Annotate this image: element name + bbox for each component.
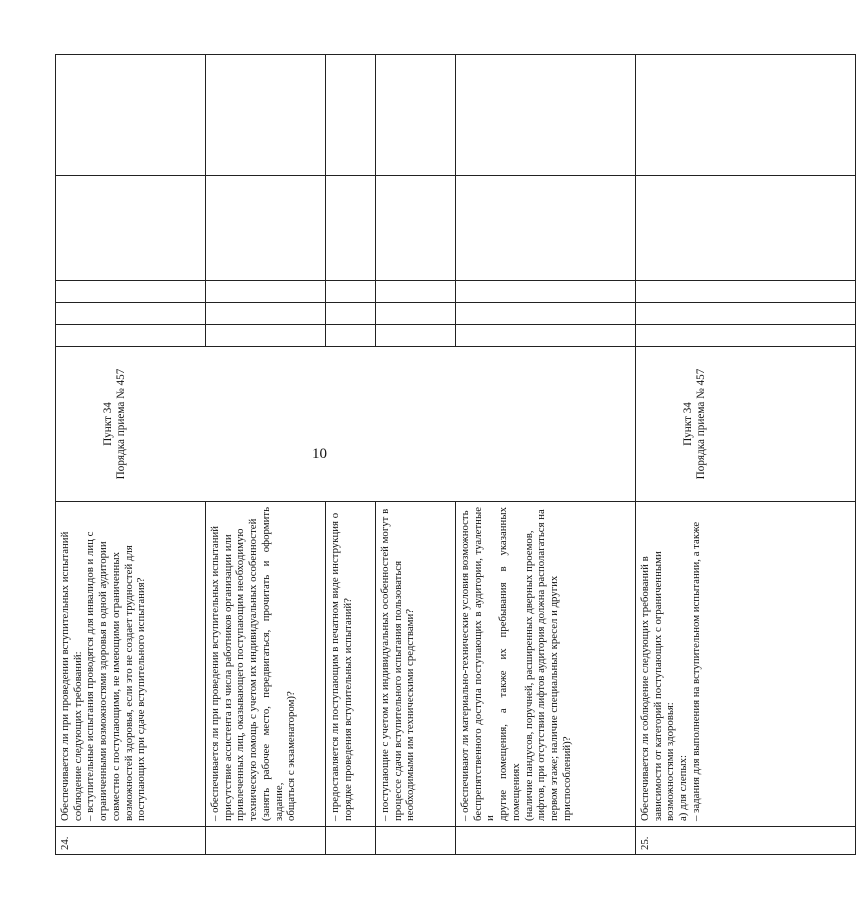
text-line: (занять рабочее место, передвигаться, прочитать и оформить задание,	[259, 507, 285, 821]
reference-line: Порядка приема № 457	[115, 368, 128, 480]
text-line: – обеспечивается ли при проведении вступительных испытаний	[209, 525, 221, 821]
empty-cell	[56, 281, 206, 303]
reference-line: Порядка приема № 457	[695, 368, 708, 480]
empty-cell	[376, 55, 456, 176]
row-number	[326, 827, 376, 855]
empty-cell	[56, 176, 206, 281]
text-line: – вступительные испытания проводятся для инвалидов и лиц с	[84, 531, 97, 821]
text-line: процессе сдачи вступительного испытания пользоваться	[391, 560, 404, 821]
row-number: 24.	[56, 827, 206, 855]
empty-cell	[326, 176, 376, 281]
page-number: 10	[312, 446, 327, 462]
text-line: – поступающие с учетом их индивидуальных особенностей могут в	[379, 508, 391, 821]
text-line: привлеченных лиц, оказывающего поступающим необходимую	[234, 528, 247, 821]
requirement-text	[636, 502, 856, 827]
text-line: присутствие ассистента из числа работников организации или	[221, 534, 234, 821]
text-line: зависимости от категорий поступающих с ограниченными	[651, 551, 664, 821]
row-number	[206, 827, 326, 855]
text-line: ограниченными возможностями здоровья в одной аудитории	[97, 541, 110, 821]
empty-cell	[206, 281, 326, 303]
empty-cell	[56, 303, 206, 325]
empty-cell	[56, 55, 206, 176]
empty-cell	[206, 176, 326, 281]
legal-reference	[636, 347, 856, 502]
text-line: соблюдение следующих требований:	[71, 651, 84, 821]
text-line: – предоставляется ли поступающим в печатном виде инструкция о	[329, 512, 341, 821]
text-line: – задания для выполнения на вступительном испытании, а также	[689, 521, 702, 821]
text-line: Обеспечивается ли соблюдение следующих требований в	[639, 556, 651, 821]
empty-cell	[56, 325, 206, 347]
empty-cell	[376, 325, 456, 347]
text-line: другие помещения, а также их пребывания в указанных помещениях	[497, 507, 522, 821]
reference-line: Пункт 34	[102, 402, 114, 446]
empty-cell	[456, 55, 636, 176]
empty-cell	[376, 303, 456, 325]
empty-cell	[636, 303, 856, 325]
empty-cell	[636, 325, 856, 347]
requirement-text	[206, 502, 326, 827]
empty-cell	[326, 325, 376, 347]
checklist-table	[55, 54, 856, 855]
empty-cell	[456, 176, 636, 281]
text-line: лифтов, при отсутствии лифтов аудитория должна располагаться на	[535, 509, 548, 821]
empty-cell	[206, 55, 326, 176]
row-number	[456, 827, 636, 855]
text-line: возможностями здоровья:	[664, 702, 677, 821]
requirement-text	[456, 502, 636, 827]
empty-cell	[326, 55, 376, 176]
text-line: – обеспечивают ли материально-технические условия возможность	[459, 510, 471, 821]
empty-cell	[456, 303, 636, 325]
reference-line: Пункт 34	[682, 402, 694, 446]
requirement-text	[326, 502, 376, 827]
empty-cell	[206, 303, 326, 325]
checklist-table-container	[55, 55, 708, 855]
requirement-text	[376, 502, 456, 827]
legal-reference	[56, 347, 636, 502]
empty-cell	[636, 55, 856, 176]
requirement-text	[56, 502, 206, 827]
text-line: порядке проведения вступительных испытаний?	[341, 598, 354, 821]
empty-cell	[376, 176, 456, 281]
text-line: (наличие пандусов, поручней, расширенных дверных проемов,	[522, 530, 535, 821]
empty-cell	[326, 303, 376, 325]
text-line: первом этаже; наличие специальных кресел и других	[548, 575, 561, 821]
empty-cell	[456, 281, 636, 303]
empty-cell	[206, 325, 326, 347]
text-line: совместно с поступающими, не имеющими ограниченных	[109, 552, 122, 821]
empty-cell	[376, 281, 456, 303]
empty-cell	[326, 281, 376, 303]
table-row	[636, 55, 856, 855]
empty-cell	[456, 325, 636, 347]
text-line: техническую помощь с учетом их индивидуальных особенностей	[247, 518, 260, 821]
text-line: необходимыми им техническими средствами?	[404, 608, 417, 821]
empty-cell	[636, 281, 856, 303]
row-number: 25.	[636, 827, 856, 855]
text-line: а) для слепых:	[677, 754, 690, 821]
text-line: возможностей здоровья, если это не создает трудностей для	[122, 545, 135, 821]
text-line: Обеспечивается ли при проведении вступительных испытаний	[59, 531, 71, 821]
text-line: приспособлений)?	[560, 736, 573, 821]
text-line: поступающих при сдаче вступительного испытания?	[135, 577, 148, 821]
text-line: беспрепятственного доступа поступающих в аудитории, туалетные и	[471, 507, 497, 821]
empty-cell	[636, 176, 856, 281]
text-line: общаться с экзаменатором)?	[285, 691, 298, 821]
row-number	[376, 827, 456, 855]
table-row	[56, 55, 206, 855]
